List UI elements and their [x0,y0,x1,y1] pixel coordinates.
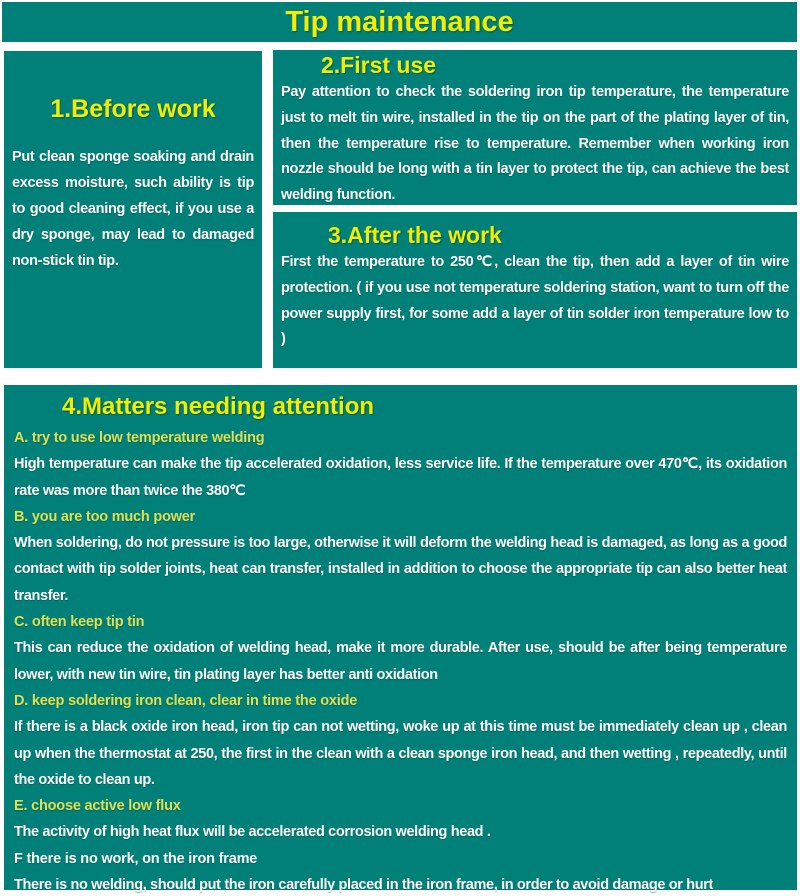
matters-section-c [14,609,787,688]
after-work-panel [273,212,797,368]
section-body: The activity of high heat flux will be accelerated corrosion welding head . [14,824,491,841]
first-use-heading: 2.First use [321,52,437,78]
section-label: D. keep soldering iron clean, clear in time the oxide [14,692,358,709]
matters-panel [4,385,797,894]
section-label: E. choose active low flux [14,798,181,815]
matters-section-f [14,846,787,896]
matters-section-a [14,425,787,504]
before-work-heading: 1.Before work [50,95,216,123]
before-work-panel [4,51,262,368]
after-work-body: First the temperature to 250℃, clean the tip, then add a layer of tin wire protection. ( if you use not temperature soldering station, want to turn off the power supply first, for some add a layer of tin solder iron temperature low to ) [281,254,789,348]
section-body: This can reduce the oxidation of welding head, make it more durable. After use, should be after being temperature lower, with new tin wire, tin plating layer has better anti oxidation [14,640,787,683]
title-bar [2,2,797,42]
section-label: A. try to use low temperature welding [14,430,265,446]
matters-section-b [14,504,787,609]
matters-section-d [14,688,787,793]
section-label: F there is no work, on the iron frame [14,850,258,867]
section-body: When soldering, do not pressure is too large, otherwise it will deform the welding head is damaged, as long as a good contact with tip solder joints, heat can transfer, installed in addition to choose the appropriate tip can also better heat transfer. [14,535,787,604]
section-body: There is no welding, should put the iron carefully placed in the iron frame, in order to avoid damage or hurt [14,877,714,894]
section-label: C. often keep tip tin [14,614,145,631]
first-use-panel [273,50,797,205]
matters-heading: 4.Matters needing attention [62,393,375,420]
page-title: Tip maintenance [285,5,514,38]
section-body: If there is a black oxide iron head, iron tip can not wetting, woke up at this time must be immediately clean up , clean up when the thermostat at 250, the first in the clean with a clean sponge iron head, and then wetting , repeatedly, until the oxide to clean up. [14,719,787,788]
first-use-body: Pay attention to check the soldering iron tip temperature, the temperature just to melt tin wire, installed in the tip on the part of the plating layer of tin, then the temperature rise to temperature. Remember when working iron nozzle should be long with a tin layer to protect the tip, can achieve the best welding function. [281,84,789,204]
section-label: B. you are too much power [14,508,196,525]
section-body: High temperature can make the tip accelerated oxidation, less service life. If the temperature over 470℃, its oxidation rate was more than twice the 380℃ [14,456,787,499]
after-work-heading: 3.After the work [328,222,502,248]
matters-section-e [14,793,787,846]
before-work-body: Put clean sponge soaking and drain excess moisture, such ability is tip to good cleaning effect, if you use a dry sponge, may lead to damaged non-stick tin tip. [12,149,254,269]
